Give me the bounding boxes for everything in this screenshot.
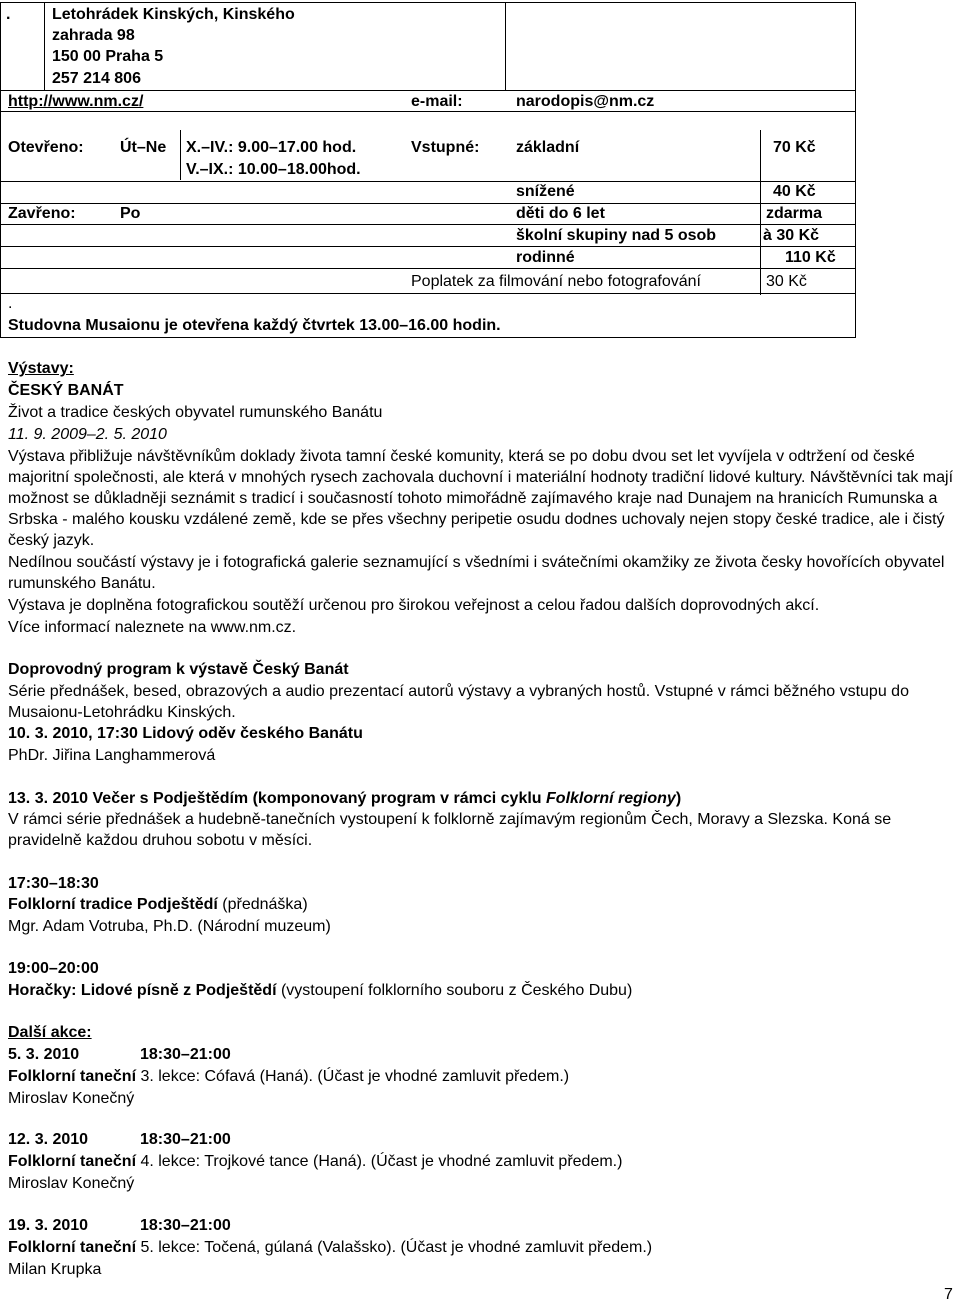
exhibition-paragraph-2: Nedílnou součástí výstavy je i fotografická galerie seznamující s všedními i svátečními okamžiky ze života česky hovořících obyvatel rumunského Banátu. bbox=[8, 554, 945, 592]
closed-label: Zavřeno: bbox=[8, 205, 76, 222]
program-event-4-title-text: Horačky: Lidové písně z Podještědí bbox=[8, 982, 277, 999]
exhibition-subtitle: Život a tradice českých obyvatel rumunského Banátu bbox=[8, 404, 383, 421]
hours-bottom-border bbox=[0, 337, 856, 338]
other-event-3-desc: 5. lekce: Točená, gúlaná (Valašsko). (Účast je vhodné zamluvit předem.) bbox=[136, 1239, 653, 1256]
admission-row-divider-4 bbox=[0, 268, 856, 269]
other-events-heading: Další akce: bbox=[8, 1024, 92, 1041]
program-intro: Série přednášek, besed, obrazových a audio prezentací autorů výstavy a vybraných hostů. Vstupné v rámci běžného vstupu do Musaionu-Letohrádku Kinských. bbox=[8, 683, 909, 721]
other-event-2-desc: 4. lekce: Trojkové tance (Haná). (Účast je vhodné zamluvit předem.) bbox=[136, 1153, 623, 1170]
header-col-divider-2 bbox=[505, 2, 506, 90]
program-event-2-description: V rámci série přednášek a hudebně-tanečních vystoupení k folklorně zajímavým regionům Čech, Moravy a Slezska. Koná se pravidelně každou druhou sobotu v měsíci. bbox=[8, 811, 892, 849]
admission-price-5: 30 Kč bbox=[766, 273, 807, 290]
program-event-2-title-end: ) bbox=[675, 790, 682, 807]
program-event-3-time: 17:30–18:30 bbox=[8, 875, 99, 892]
other-event-1-time: 18:30–21:00 bbox=[140, 1046, 231, 1063]
museum-phone: 257 214 806 bbox=[52, 70, 141, 87]
admission-label: Vstupné: bbox=[411, 139, 480, 156]
admission-row-divider-2 bbox=[0, 224, 856, 225]
email-address: narodopis@nm.cz bbox=[516, 93, 655, 110]
admission-name-1: snížené bbox=[516, 183, 575, 200]
program-event-1-speaker: PhDr. Jiřina Langhammerová bbox=[8, 747, 216, 764]
open-hours-summer: V.–IX.: 10.00–18.00hod. bbox=[186, 161, 361, 178]
other-event-1-person: Miroslav Konečný bbox=[8, 1090, 135, 1107]
program-event-4-time: 19:00–20:00 bbox=[8, 960, 99, 977]
museum-url-link[interactable]: http://www.nm.cz/ bbox=[8, 93, 144, 110]
admission-col-divider bbox=[760, 130, 761, 295]
admission-name-2: děti do 6 let bbox=[516, 205, 605, 222]
other-event-1-line bbox=[8, 1066, 569, 1087]
program-event-4-title bbox=[8, 980, 632, 1001]
program-event-2-title bbox=[8, 788, 681, 809]
exhibition-title: ČESKÝ BANÁT bbox=[8, 382, 124, 399]
admission-price-1: 40 Kč bbox=[773, 183, 816, 200]
other-event-1-date: 5. 3. 2010 bbox=[8, 1046, 80, 1063]
open-label: Otevřeno: bbox=[8, 139, 84, 156]
other-event-2-date: 12. 3. 2010 bbox=[8, 1131, 89, 1148]
program-event-1-title: 10. 3. 2010, 17:30 Lidový oděv českého Banátu bbox=[8, 725, 363, 742]
exhibition-paragraph-3: Výstava je doplněna fotografickou soutěží určenou pro širokou veřejnost a celou řadou dalších doprovodných akcí. bbox=[8, 597, 820, 614]
program-heading: Doprovodný program k výstavě Český Banát bbox=[8, 661, 349, 678]
header-col-divider bbox=[44, 2, 45, 90]
admission-name-0: základní bbox=[516, 139, 580, 156]
open-hours-winter: X.–IV.: 9.00–17.00 hod. bbox=[186, 139, 357, 156]
hours-row-divider bbox=[0, 181, 856, 182]
program-event-3-title bbox=[8, 894, 308, 915]
admission-price-0: 70 Kč bbox=[773, 139, 816, 156]
program-event-4-note: (vystoupení folklorního souboru z Českého Dubu) bbox=[276, 982, 633, 999]
museum-city: 150 00 Praha 5 bbox=[52, 48, 164, 65]
admission-name-3: školní skupiny nad 5 osob bbox=[516, 227, 717, 244]
admission-name-5: Poplatek za filmování nebo fotografování bbox=[411, 273, 701, 290]
other-event-2-line bbox=[8, 1151, 622, 1172]
admission-row-divider-3 bbox=[0, 246, 856, 247]
museum-name: Letohrádek Kinských, Kinského bbox=[52, 6, 295, 23]
program-event-3-speaker: Mgr. Adam Votruba, Ph.D. (Národní muzeum) bbox=[8, 918, 331, 935]
exhibition-paragraph-4: Více informací naleznete na www.nm.cz. bbox=[8, 619, 297, 636]
exhibition-dates: 11. 9. 2009–2. 5. 2010 bbox=[8, 426, 167, 443]
exhibition-paragraph-1: Výstava přibližuje návštěvníkům doklady života tamní české komunity, která se po dobu dvou set let vyvíjela v odtržení od české majoritní společnosti, ale která v mnohých rysech zachovala duchovní i materiální hodnoty tradiční lidové kultury. Návštěvníci tak mají možnost se důkladněji seznámit s tradicí i současností tohoto mimořádně zajímavého kraje nad Dunajem na hranicích Rumunska a Srbska - malého kousku vzdálené země, kde se přes všechny peripetie osudu dodnes uchovaly nejen stopy české tradice, ale i čistý český jazyk. bbox=[8, 448, 954, 549]
other-event-2-title: Folklorní taneční bbox=[8, 1153, 137, 1170]
admission-name-4: rodinné bbox=[516, 249, 575, 266]
other-event-3-person: Milan Krupka bbox=[8, 1261, 102, 1278]
hours-col-divider-1 bbox=[180, 130, 181, 180]
header-dot: . bbox=[6, 6, 11, 23]
program-event-2-series: Folklorní regiony bbox=[546, 790, 676, 807]
other-event-3-date: 19. 3. 2010 bbox=[8, 1217, 89, 1234]
other-event-3-time: 18:30–21:00 bbox=[140, 1217, 231, 1234]
email-label: e-mail: bbox=[411, 93, 463, 110]
table-left-border bbox=[0, 2, 1, 112]
closed-day: Po bbox=[120, 205, 141, 222]
exhibitions-heading: Výstavy: bbox=[8, 360, 74, 377]
table-top-border bbox=[0, 2, 856, 3]
study-room-hours: Studovna Musaionu je otevřena každý čtvrtek 13.00–16.00 hodin. bbox=[8, 317, 501, 334]
program-event-3-title-text: Folklorní tradice Podještědí bbox=[8, 896, 218, 913]
program-event-2-title-text: 13. 3. 2010 Večer s Podještědím (komponovaný program v rámci cyklu bbox=[8, 790, 547, 807]
other-event-2-person: Miroslav Konečný bbox=[8, 1175, 135, 1192]
other-event-3-title: Folklorní taneční bbox=[8, 1239, 137, 1256]
other-event-1-desc: 3. lekce: Cófavá (Haná). (Účast je vhodné zamluvit předem.) bbox=[136, 1068, 570, 1085]
admission-price-2: zdarma bbox=[766, 205, 823, 222]
table-right-border bbox=[855, 2, 856, 112]
study-dot: . bbox=[8, 295, 13, 312]
museum-street: zahrada 98 bbox=[52, 27, 135, 44]
admission-price-4: 110 Kč bbox=[785, 249, 836, 266]
program-event-3-note: (přednáška) bbox=[217, 896, 308, 913]
other-event-1-title: Folklorní taneční bbox=[8, 1068, 137, 1085]
other-event-2-time: 18:30–21:00 bbox=[140, 1131, 231, 1148]
other-event-3-line bbox=[8, 1237, 652, 1258]
page-number: 7 bbox=[944, 1286, 953, 1303]
open-days: Út–Ne bbox=[120, 139, 167, 156]
admission-price-3: à 30 Kč bbox=[763, 227, 820, 244]
admission-row-divider-5 bbox=[0, 293, 856, 294]
